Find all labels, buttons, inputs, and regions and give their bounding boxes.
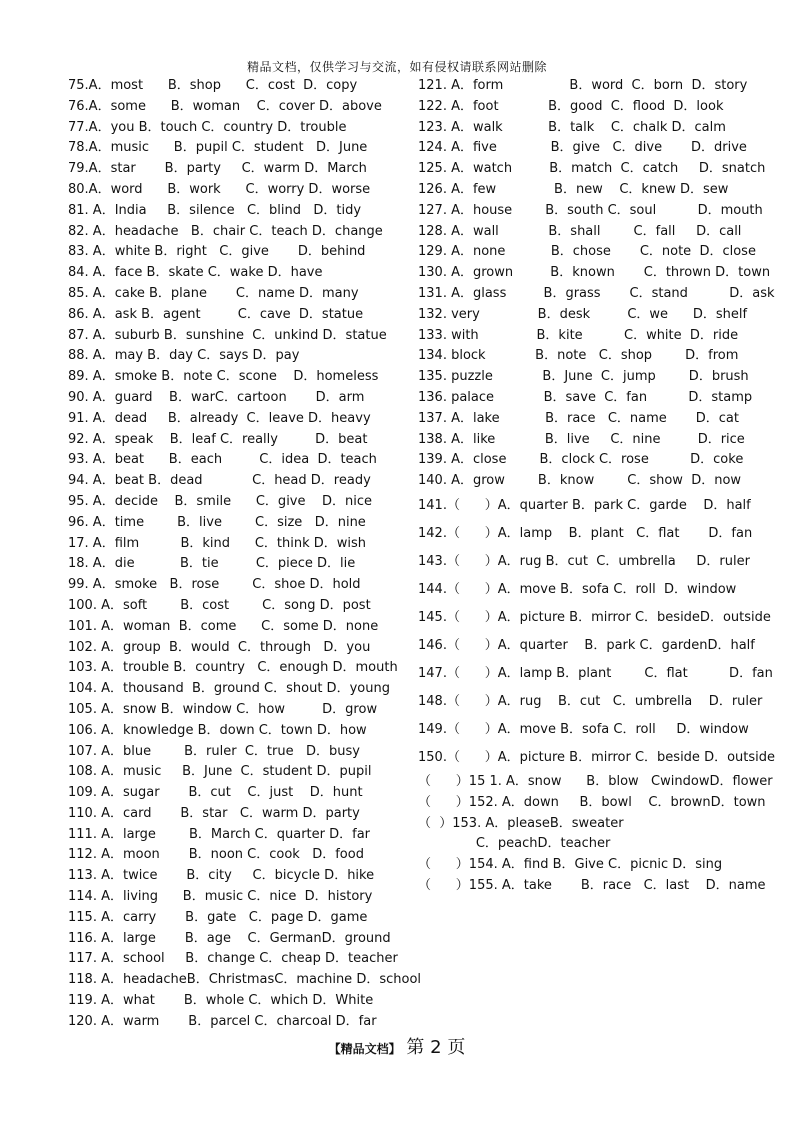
question-line: 90. A．guard B．warC．cartoon D．arm [68, 389, 365, 405]
question-line: 132. very B．desk C．we D．shelf [418, 306, 748, 322]
question-line: 120. A．warm B．parcel C．charcoal D．far [68, 1013, 377, 1029]
question-line: 135. puzzle B．June C．jump D．brush [418, 369, 749, 385]
question-line: 84. A．face B．skate C．wake D．have [68, 265, 323, 281]
question-line: 83. A．white B．right C．give D．behind [68, 244, 366, 260]
question-line: 80.A．word B．work C．worry D．worse [68, 181, 371, 197]
question-line: 18. A．die B．tie C．piece D．lie [68, 556, 356, 572]
question-line: 85. A．cake B．plane C．name D．many [68, 285, 359, 301]
page-footer [0, 1033, 794, 1059]
question-line: 131. A．glass B．grass C．stand D．ask [418, 285, 775, 301]
question-line: 136. palace B．save C．fan D．stamp [418, 389, 753, 405]
question-line: 140. A．grow B．know C．show D．now [418, 473, 742, 489]
question-line: 91. A．dead B．already C．leave D．heavy [68, 410, 371, 426]
question-line: （ ）152. A．down B．bowl C．brownD．town [418, 794, 766, 810]
question-line: 79.A．star B．party C．warm D．March [68, 161, 367, 177]
question-line: 109. A．sugar B．cut C．just D．hunt [68, 785, 363, 801]
question-line: 118. A．headacheB．ChristmasC．machine D．school [68, 972, 422, 988]
question-line: 82. A．headache B．chair C．teach D．change [68, 223, 383, 239]
question-line: 105. A．snow B．window C．how D．grow [68, 701, 378, 717]
question-line: （ ）153. A．pleaseB．sweater [418, 815, 624, 831]
question-line: 119. A．what B．whole C．which D．White [68, 993, 374, 1009]
question-line: 87. A．suburb B．sunshine C．unkind D．statue [68, 327, 387, 343]
question-line: 149.（ ）A．move B．sofa C．roll D．window [418, 721, 749, 737]
question-line: 103. A．trouble B．country C．enough D．mouth [68, 660, 398, 676]
question-line: 123. A．walk B．talk C．chalk D．calm [418, 119, 726, 135]
question-line: 76.A．some B．woman C．cover D．above [68, 98, 382, 114]
right-question-column [418, 76, 775, 897]
question-line: （ ）155. A．take B．race C．last D．name [418, 877, 766, 893]
question-line: 139. A．close B．clock C．rose D．coke [418, 452, 744, 468]
question-line: 108. A．music B．June C．student D．pupil [68, 764, 372, 780]
question-line: 95. A．decide B．smile C．give D．nice [68, 493, 373, 509]
question-line: 141.（ ）A．quarter B．park C．garde D．half [418, 497, 751, 513]
question-line: 88. A．may B．day C．says D．pay [68, 348, 300, 364]
question-line: 110. A．card B．star C．warm D．party [68, 805, 360, 821]
question-line: 89. A．smoke B．note C．scone D．homeless [68, 369, 379, 385]
question-line: 116. A．large B．age C．GermanD．ground [68, 930, 391, 946]
question-line: 104. A．thousand B．ground C．shout D．young [68, 681, 390, 697]
question-line: 81. A．India B．silence C．blind D．tidy [68, 202, 362, 218]
question-line: 125. A．watch B．match C．catch D．snatch [418, 161, 766, 177]
question-line: 111. A．large B．March C．quarter D．far [68, 826, 371, 842]
question-line: 148.（ ）A．rug B．cut C．umbrella D．ruler [418, 693, 763, 709]
question-line: 143.（ ）A．rug B．cut C．umbrella D．ruler [418, 553, 750, 569]
question-line: 99. A．smoke B．rose C．shoe D．hold [68, 577, 361, 593]
question-line: 129. A．none B．chose C．note D．close [418, 244, 756, 260]
question-line: 75.A．most B．shop C．cost D．copy [68, 78, 358, 93]
question-line: （ ）15 1. A．snow B．blow CwindowD．flower [418, 773, 773, 789]
page-number: 第 2 页 [406, 1037, 466, 1058]
question-line: 96. A．time B．live C．size D．nine [68, 514, 366, 530]
question-line: 107. A．blue B．ruler C．true D．busy [68, 743, 360, 759]
question-line: （ ）154. A．find B．Give C．picnic D．sing [418, 857, 723, 873]
question-line: 121. A．form B．word C．born D．story [418, 78, 748, 93]
question-line: 92. A．speak B．leaf C．really D．beat [68, 431, 368, 447]
question-line: 128. A．wall B．shall C．fall D．call [418, 223, 742, 239]
question-line: 134. block B．note C．shop D．from [418, 348, 739, 364]
question-line: 142.（ ）A．lamp B．plant C．flat D．fan [418, 525, 753, 541]
question-line: 113. A．twice B．city C．bicycle D．hike [68, 868, 375, 884]
question-line: 17. A．film B．kind C．think D．wish [68, 535, 367, 551]
question-line: 106. A．knowledge B．down C．town D．how [68, 722, 367, 738]
question-line: 145.（ ）A．picture B．mirror C．besideD．outside [418, 609, 771, 625]
question-line: 78.A．music B．pupil C．student D．June [68, 140, 368, 156]
question-line: 94. A．beat B．dead C．head D．ready [68, 473, 371, 489]
question-line: 115. A．carry B．gate C．page D．game [68, 909, 368, 925]
page-header: 精品文档，仅供学习与交流，如有侵权请联系网站删除 [246, 60, 547, 74]
question-line: 112. A．moon B．noon C．cook D．food [68, 847, 364, 863]
question-line: 122. A．foot B．good C．flood D．look [418, 98, 724, 114]
question-line: 101. A．woman B．come C．some D．none [68, 618, 379, 634]
question-line: 150.（ ）A．picture B．mirror C．beside D．outside [418, 749, 775, 765]
question-line: 102. A．group B．would C．through D．you [68, 639, 371, 655]
question-line: C．peachD．teacher [418, 836, 611, 852]
question-line: 117. A．school B．change C．cheap D．teacher [68, 951, 398, 967]
question-line: 138. A．like B．live C．nine D．rice [418, 431, 745, 447]
question-line: 133. with B．kite C．white D．ride [418, 327, 739, 343]
question-line: 137. A．lake B．race C．name D．cat [418, 410, 739, 426]
question-line: 146.（ ）A．quarter B．park C．gardenD．half [418, 637, 755, 653]
question-line: 126. A．few B．new C．knew D．sew [418, 181, 729, 197]
question-line: 144.（ ）A．move B．sofa C．roll D．window [418, 581, 737, 597]
question-line: 114. A．living B．music C．nice D．history [68, 889, 373, 905]
question-line: 77.A．you B．touch C．country D．trouble [68, 119, 347, 135]
footer-tag: 【精品文档】 [328, 1042, 401, 1056]
question-line: 147.（ ）A．lamp B．plant C．flat D．fan [418, 665, 773, 681]
question-line: 127. A．house B．south C．soul D．mouth [418, 202, 763, 218]
left-question-column [68, 76, 422, 1033]
question-line: 86. A．ask B．agent C．cave D．statue [68, 306, 364, 322]
question-line: 100. A．soft B．cost C．song D．post [68, 597, 371, 613]
question-line: 93. A．beat B．each C．idea D．teach [68, 452, 377, 468]
question-line: 130. A．grown B．known C．thrown D．town [418, 265, 771, 281]
question-line: 124. A．five B．give C．dive D．drive [418, 140, 747, 156]
